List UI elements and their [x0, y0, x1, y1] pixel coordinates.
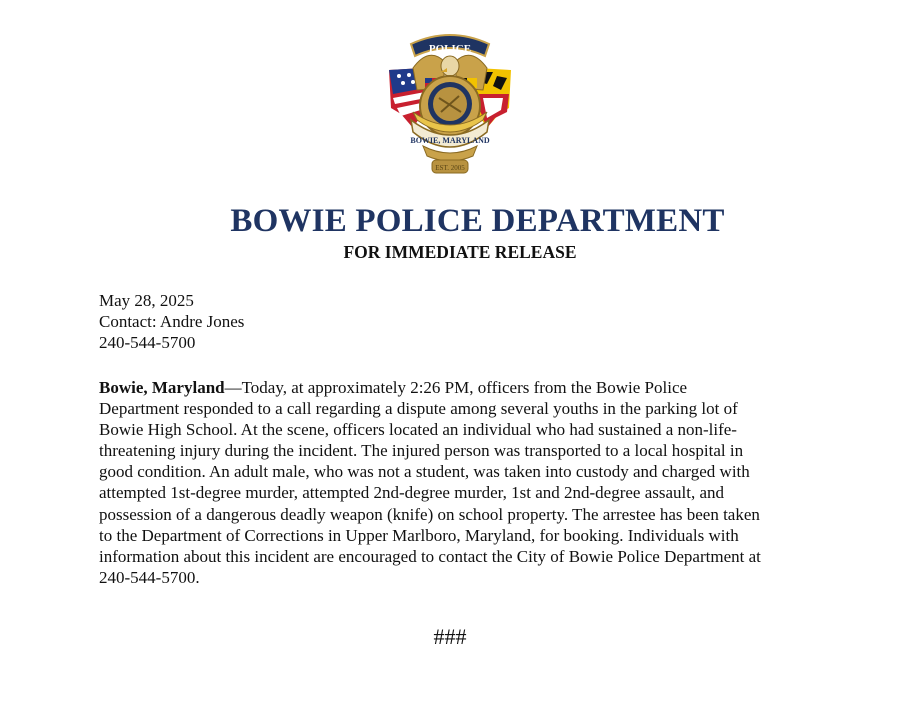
body-line: 240-544-5700. [99, 567, 200, 587]
svg-text:POLICE: POLICE [428, 43, 472, 55]
body-line: Bowie, Maryland—Today, at approximately 2:26 PM, officers from the Bowie Police [99, 378, 688, 397]
release-label: FOR IMMEDIATE RELEASE [343, 242, 577, 262]
contact-phone: 240-544-5700 [99, 333, 196, 352]
svg-text:BOWIE, MARYLAND: BOWIE, MARYLAND [410, 136, 490, 145]
dateline: Bowie, Maryland [99, 378, 225, 397]
release-date: May 28, 2025 [99, 291, 194, 310]
body-line: information about this incident are encouraged to contact the City of Bowie Police Department at [99, 546, 761, 566]
body-line: threatening injury during the incident. The injured person was transported to a local hospital in [99, 441, 744, 461]
release-meta [99, 290, 244, 353]
end-of-release-mark: ### [433, 624, 467, 649]
contact-name: Contact: Andre Jones [99, 312, 245, 331]
body-line: attempted 1st-degree murder, attempted 2nd-degree murder, 1st and 2nd-degree assault, and [99, 483, 725, 503]
body-line: to the Department of Corrections in Upper Marlboro, Maryland, for booking. Individuals with [99, 525, 739, 545]
release-body [99, 377, 829, 588]
body-line: good condition. An adult male, who was not a student, was taken into custody and charged with [99, 462, 750, 482]
body-line: Bowie High School. At the scene, officers located an individual who had sustained a non-life- [99, 420, 737, 440]
body-line: possession of a dangerous deadly weapon (knife) on school property. The arrestee has been taken [99, 504, 760, 524]
body-line: Department responded to a call regarding a dispute among several youths in the parking lot of [99, 399, 738, 419]
svg-text:EST. 2005: EST. 2005 [435, 164, 465, 172]
police-badge-icon [383, 28, 517, 178]
page-title: BOWIE POLICE DEPARTMENT [230, 203, 725, 239]
